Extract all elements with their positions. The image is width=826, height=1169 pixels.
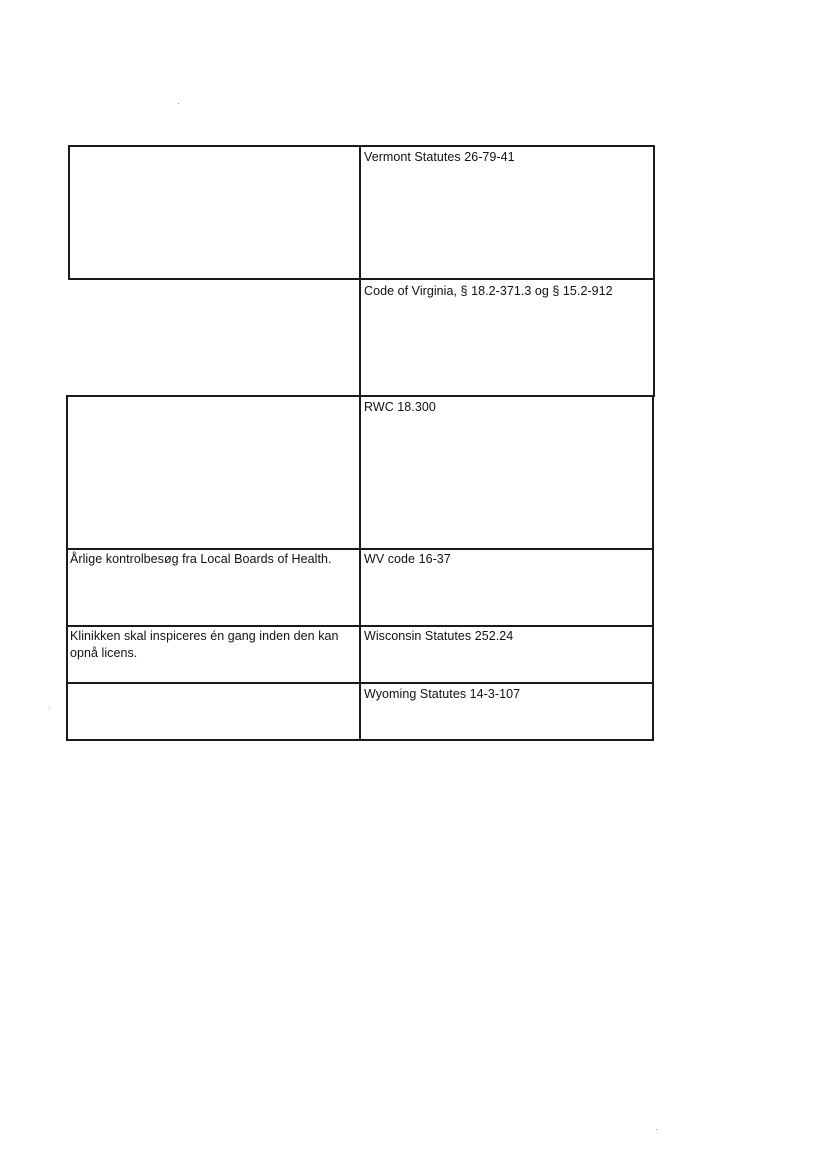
statute-cell: Wisconsin Statutes 252.24 (364, 629, 514, 643)
scan-speck (49, 707, 50, 708)
statute-cell: RWC 18.300 (364, 400, 436, 414)
table-rule (652, 395, 654, 741)
scan-speck (178, 103, 179, 104)
table-rule (653, 145, 655, 397)
scan-speck (656, 1129, 657, 1130)
table-rule (68, 278, 654, 280)
statute-cell: Code of Virginia, § 18.2-371.3 og § 15.2-912 (364, 284, 613, 298)
table-rule (68, 145, 70, 279)
requirement-cell: Klinikken skal inspiceres én gang inden den kan opnå licens. (70, 629, 339, 660)
requirement-cell: Årlige kontrolbesøg fra Local Boards of Health. (70, 552, 332, 566)
statute-cell: Wyoming Statutes 14-3-107 (364, 687, 521, 701)
table-rule (66, 395, 68, 741)
table-rule (359, 145, 361, 741)
statute-cell: Vermont Statutes 26-79-41 (364, 150, 515, 164)
table-rule (68, 145, 654, 147)
statute-cell: WV code 16-37 (364, 552, 451, 566)
